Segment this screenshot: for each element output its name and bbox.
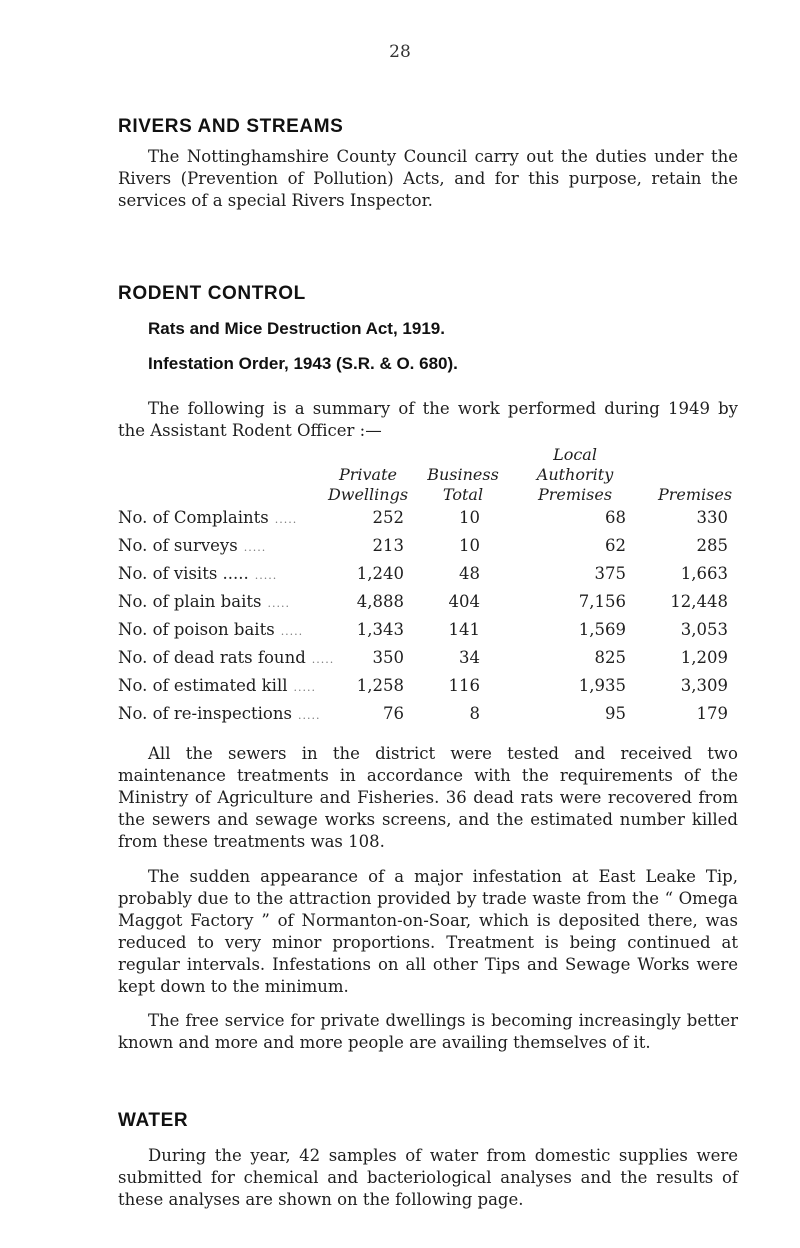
cell-business: 10 — [459, 508, 480, 527]
cell-private: 213 — [372, 536, 404, 555]
cell-premises: 1,209 — [680, 648, 728, 667]
col-header-premises: Premises — [657, 485, 733, 504]
cell-business: 8 — [469, 704, 480, 723]
summary-intro: The following is a summary of the work performed during 1949 by the Assistant Rodent Officer :— — [118, 399, 738, 440]
cell-local-authority: 62 — [605, 536, 626, 555]
act-title: Rats and Mice Destruction Act, 1919. — [148, 319, 445, 338]
cell-private: 252 — [372, 508, 404, 527]
rodent-heading: RODENT CONTROL — [118, 283, 306, 304]
cell-premises: 3,309 — [680, 676, 728, 695]
rivers-paragraph: The Nottinghamshire County Council carry out the duties under the Rivers (Prevention of Pollution) Acts, and for this purpose, retain the services of a special Rivers Inspector. — [118, 147, 738, 210]
cell-business: 116 — [448, 676, 480, 695]
cell-private: 76 — [383, 704, 404, 723]
table-row — [118, 647, 738, 669]
cell-business: 10 — [459, 536, 480, 555]
row-label: No. of Complaints ..... — [118, 508, 298, 527]
cell-premises: 179 — [696, 704, 728, 723]
row-label: No. of re-inspections ..... — [118, 704, 321, 723]
free-service-paragraph: The free service for private dwellings is becoming increasingly better known and more and more people are availing themselves of it. — [118, 1011, 738, 1052]
cell-private: 1,343 — [356, 620, 404, 639]
cell-premises: 12,448 — [670, 592, 728, 611]
page-number: 28 — [389, 42, 411, 62]
table-row — [118, 535, 738, 557]
cell-business: 34 — [459, 648, 480, 667]
cell-private: 1,240 — [356, 564, 404, 583]
table-row — [118, 675, 738, 697]
east-leake-paragraph: The sudden appearance of a major infestation at East Leake Tip, probably due to the attraction provided by trade waste from the “ Omega Maggot Factory ” of Normanton-on-Soar, which is deposited there, was reduced to very minor proportions. Treatment is being continued at regular intervals. Infestations on all other Tips and Sewage Works were kept down to the minimum. — [118, 867, 738, 996]
cell-local-authority: 95 — [605, 704, 626, 723]
cell-premises: 3,053 — [680, 620, 728, 639]
row-label: No. of estimated kill ..... — [118, 676, 316, 695]
cell-local-authority: 375 — [594, 564, 626, 583]
table-row — [118, 507, 738, 529]
cell-premises: 330 — [696, 508, 728, 527]
water-heading: WATER — [118, 1110, 189, 1131]
order-title: Infestation Order, 1943 (S.R. & O. 680). — [148, 354, 458, 373]
cell-local-authority: 1,935 — [578, 676, 626, 695]
row-label: No. of plain baits ..... — [118, 592, 290, 611]
col-header-local-authority-premises: Local Authority Premises — [536, 445, 614, 504]
cell-private: 4,888 — [356, 592, 404, 611]
water-paragraph: During the year, 42 samples of water from domestic supplies were submitted for chemical and bacteriological analyses and the results of these analyses are shown on the following page. — [118, 1146, 738, 1209]
cell-local-authority: 825 — [594, 648, 626, 667]
row-label: No. of poison baits ..... — [118, 620, 304, 639]
cell-private: 1,258 — [356, 676, 404, 695]
col-header-private-dwellings: Private Dwellings — [327, 465, 409, 504]
row-label: No. of dead rats found ..... — [118, 648, 335, 667]
cell-premises: 1,663 — [680, 564, 728, 583]
row-label: No. of surveys ..... — [118, 536, 267, 555]
table-row — [118, 703, 738, 725]
cell-business: 141 — [448, 620, 480, 639]
cell-local-authority: 1,569 — [578, 620, 626, 639]
table-row — [118, 591, 738, 613]
cell-local-authority: 68 — [605, 508, 626, 527]
cell-premises: 285 — [696, 536, 728, 555]
rivers-heading: RIVERS AND STREAMS — [118, 116, 344, 137]
sewers-paragraph: All the sewers in the district were tested and received two maintenance treatments in accordance with the requirements of the Ministry of Agriculture and Fisheries. 36 dead rats were recovered from the sewers and sewage works screens, and the estimated number killed from these treatments was 108. — [118, 744, 738, 851]
table-row — [118, 563, 738, 585]
table-row — [118, 619, 738, 641]
col-header-business-total: Business Total — [427, 465, 499, 504]
cell-local-authority: 7,156 — [578, 592, 626, 611]
cell-business: 404 — [448, 592, 480, 611]
cell-private: 350 — [372, 648, 404, 667]
cell-business: 48 — [459, 564, 480, 583]
row-label: No. of visits ..... ..... — [118, 564, 278, 583]
